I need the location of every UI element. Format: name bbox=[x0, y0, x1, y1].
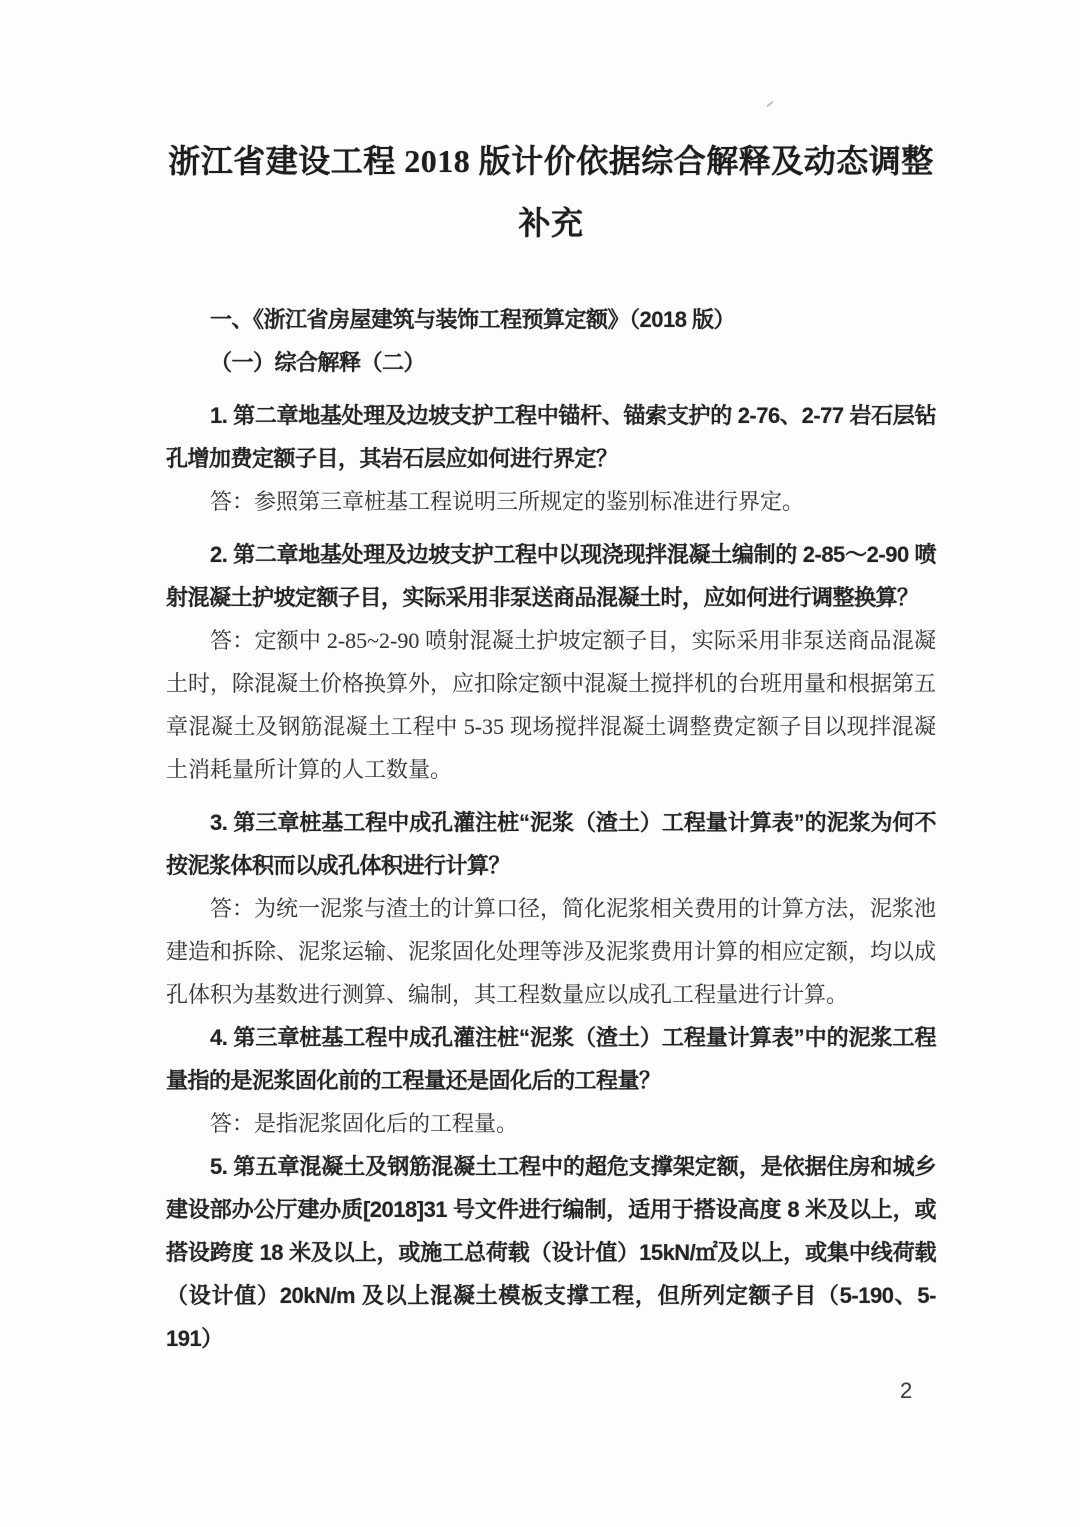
section-heading: 一、《浙江省房屋建筑与装饰工程预算定额》（2018 版） bbox=[210, 307, 736, 332]
subsection-heading: （一）综合解释（二） bbox=[210, 350, 426, 375]
qa-item-1 bbox=[166, 394, 936, 523]
page-number: 2 bbox=[900, 1378, 913, 1403]
question-paragraph: 5. 第五章混凝土及钢筋混凝土工程中的超危支撑架定额，是依据住房和城乡建设部办公厅建办质[2018]31 号文件进行编制，适用于搭设高度 8 米及以上，或搭设跨度 18 米及以上，或施工总荷载（设计值）15kN/㎡及以上，或集中线荷载（设计值）20kN/m 及以上混凝土模板支撑工程，但所列定额子目（5-190、5-191） bbox=[166, 1154, 936, 1351]
qa-item-2 bbox=[166, 533, 936, 791]
page-title: 浙江省建设工程 2018 版计价依据综合解释及动态调整补充 bbox=[168, 143, 934, 241]
headings-group bbox=[166, 298, 936, 384]
qa-item-3 bbox=[166, 801, 936, 1016]
question-paragraph: 4. 第三章桩基工程中成孔灌注桩“泥浆（渣土）工程量计算表”中的泥浆工程量指的是泥浆固化前的工程量还是固化后的工程量？ bbox=[166, 1025, 936, 1093]
qa-item-4 bbox=[166, 1016, 936, 1145]
qa-item-5 bbox=[166, 1145, 936, 1360]
answer-paragraph: 答：参照第三章桩基工程说明三所规定的鉴别标准进行界定。 bbox=[210, 489, 805, 514]
question-paragraph: 2. 第二章地基处理及边坡支护工程中以现浇现拌混凝土编制的 2-85～2-90 喷射混凝土护坡定额子目，实际采用非泵送商品混凝土时，应如何进行调整换算？ bbox=[166, 542, 936, 610]
answer-paragraph: 答：定额中 2-85~2-90 喷射混凝土护坡定额子目，实际采用非泵送商品混凝土时，除混凝土价格换算外，应扣除定额中混凝土搅拌机的台班用量和根据第五章混凝土及钢筋混凝土工程中 5-35 现场搅拌混凝土调整费定额子目以现拌混凝土消耗量所计算的人工数量。 bbox=[166, 628, 937, 782]
answer-paragraph: 答：为统一泥浆与渣土的计算口径，简化泥浆相关费用的计算方法，泥浆池建造和拆除、泥浆运输、泥浆固化处理等涉及泥浆费用计算的相应定额，均以成孔体积为基数进行测算、编制，其工程数量应以成孔工程量进行计算。 bbox=[166, 896, 937, 1007]
document-content bbox=[166, 0, 936, 1360]
question-paragraph: 3. 第三章桩基工程中成孔灌注桩“泥浆（渣土）工程量计算表”的泥浆为何不按泥浆体积而以成孔体积进行计算？ bbox=[166, 810, 936, 878]
question-paragraph: 1. 第二章地基处理及边坡支护工程中锚杆、锚索支护的 2-76、2-77 岩石层钻孔增加费定额子目，其岩石层应如何进行界定？ bbox=[166, 403, 936, 471]
answer-paragraph: 答：是指泥浆固化后的工程量。 bbox=[210, 1111, 519, 1136]
